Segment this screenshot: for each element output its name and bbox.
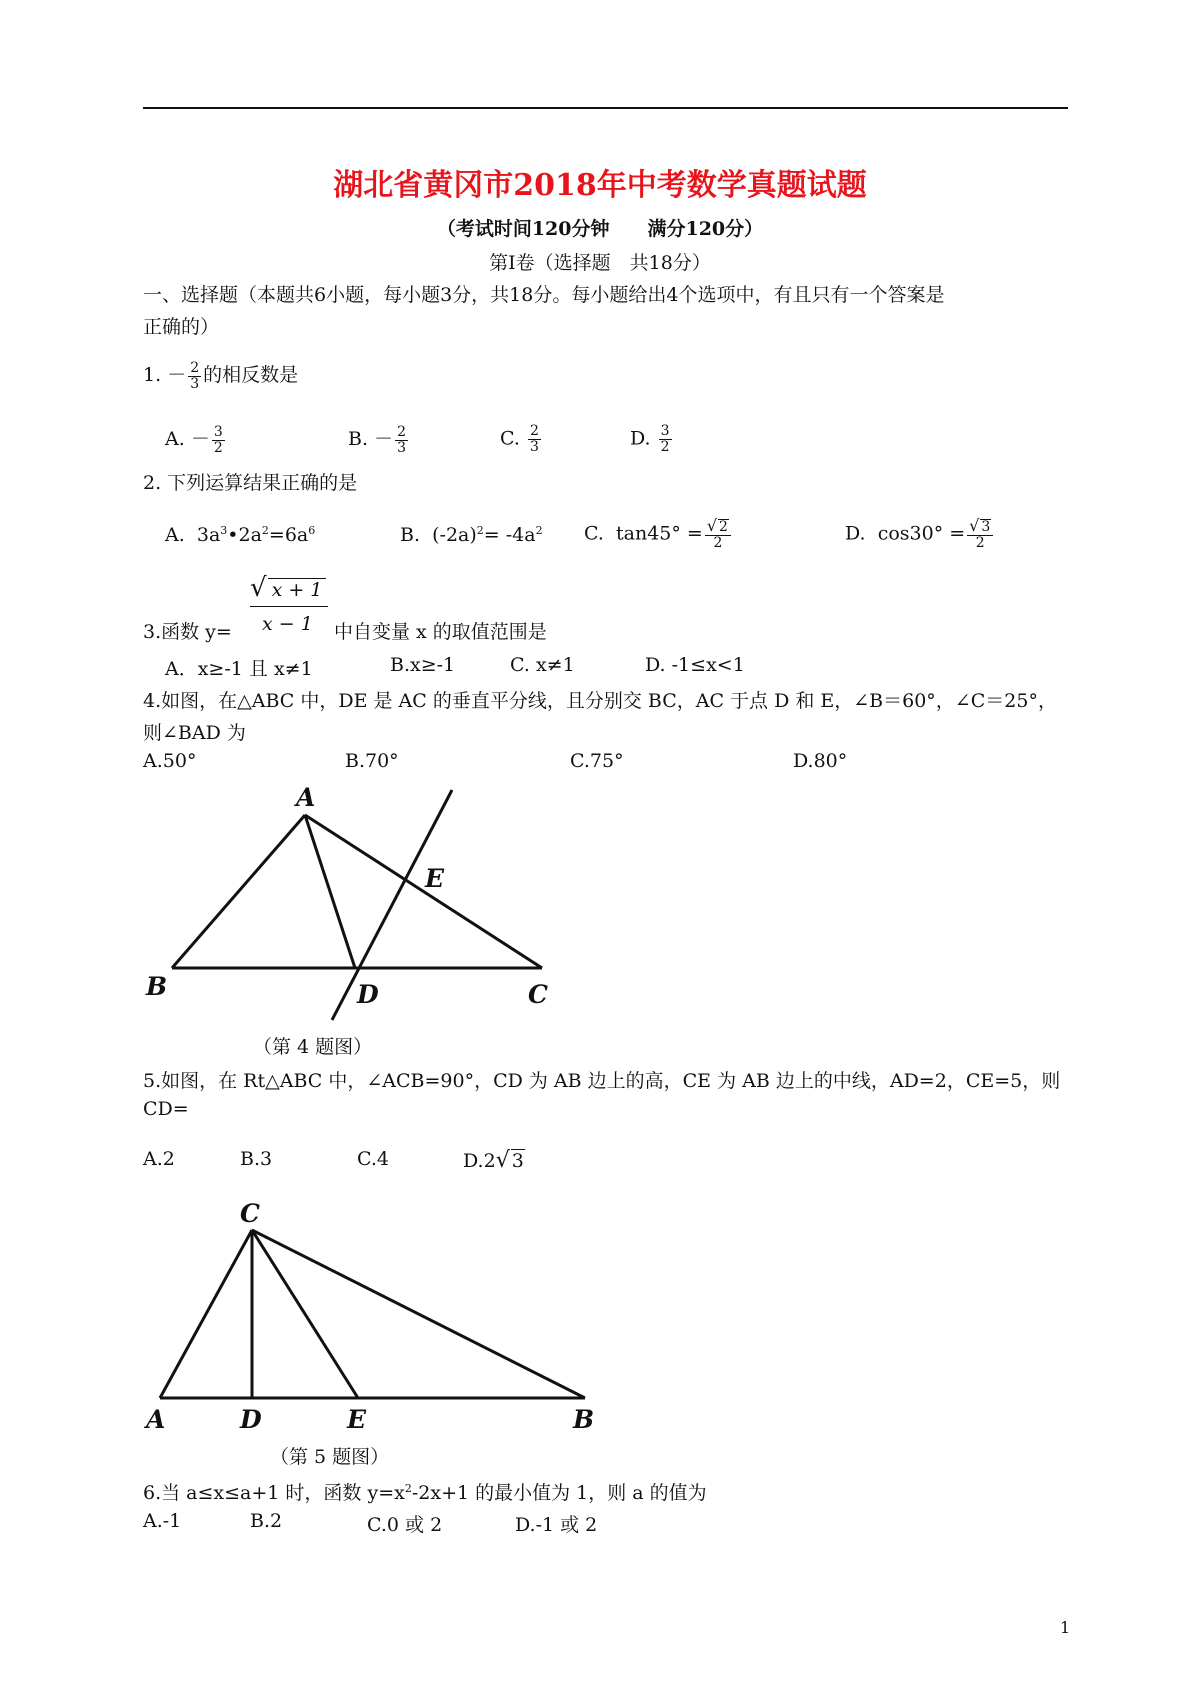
question-3-option-d: D. -1≤x<1	[645, 654, 745, 676]
question-1-option-a: A. － $\frac{3}{2}$	[165, 423, 223, 456]
question-5-line2: CD=	[143, 1098, 189, 1120]
figure-4-label-d: D	[357, 980, 379, 1009]
question-5-option-c: C.4	[357, 1148, 389, 1170]
question-3-option-b: B.x≥-1	[390, 654, 456, 676]
figure-4-label-a: A	[296, 783, 316, 812]
figure-4-caption: （第 4 题图）	[253, 1036, 373, 1058]
volume-heading: 第Ⅰ卷（选择题 共18分）	[489, 252, 711, 274]
question-4-line1: 4.如图，在△ABC 中，DE 是 AC 的垂直平分线，且分别交 BC，AC 于点 D 和 E，∠B＝60°，∠C＝25°，	[143, 690, 1057, 712]
section-heading-line2: 正确的）	[143, 316, 220, 338]
figure-4-label-c: C	[528, 980, 548, 1009]
page-title: 湖北省黄冈市2018年中考数学真题试题	[333, 168, 867, 203]
question-6-option-c: C.0 或 2	[367, 1514, 443, 1536]
question-3-stem: 中自变量 x 的取值范围是	[334, 621, 547, 643]
figure-5-label-b: B	[573, 1405, 595, 1434]
question-1-stem: 1. － $\frac{2}{3}$ 的相反数是	[143, 359, 299, 392]
question-5-option-a: A.2	[143, 1148, 175, 1170]
figure-5-label-a: A	[146, 1405, 166, 1434]
question-4-option-b: B.70°	[345, 750, 399, 772]
question-2-stem: 2. 下列运算结果正确的是	[143, 472, 358, 494]
figure-4-label-b: B	[146, 972, 168, 1001]
question-5-line1: 5.如图，在 Rt△ABC 中，∠ACB=90°，CD 为 AB 边上的高，CE 为 AB 边上的中线，AD=2，CE=5，则	[143, 1070, 1061, 1092]
page-number: 1	[1060, 1618, 1071, 1637]
question-1-option-d: D. $\frac{3}{2}$	[630, 423, 670, 455]
question-3-numerator: √ x + 1	[250, 573, 326, 603]
question-2-option-b: B. $(-2a)^2= -4a^2$	[400, 524, 543, 546]
question-6-option-b: B.2	[250, 1510, 283, 1532]
question-3-option-c: C. x≠1	[510, 654, 575, 676]
exam-info: （考试时间120分钟 满分120分）	[436, 218, 764, 240]
section-heading-line1: 一、选择题（本题共6小题，每小题3分，共18分。每小题给出4个选项中，有且只有一个答案是	[143, 284, 945, 306]
question-2-option-a: A. $3a^3•2a^2=6a^6$	[165, 524, 316, 546]
figure-5-caption: （第 5 题图）	[270, 1446, 390, 1468]
figure-4-label-e: E	[425, 864, 445, 893]
question-5-option-d: D.2√ 3	[463, 1148, 524, 1173]
question-2-option-c: C. tan45° = $\frac{√ 2}{2}$	[584, 518, 733, 551]
question-4-line2: 则∠BAD 为	[143, 722, 246, 744]
fraction: $\frac{2}{3}$	[190, 359, 200, 392]
question-1-option-c: C. $\frac{2}{3}$	[500, 423, 539, 455]
question-6-option-d: D.-1 或 2	[515, 1514, 598, 1536]
question-4-option-a: A.50°	[143, 750, 197, 772]
question-4-option-c: C.75°	[570, 750, 624, 772]
question-3-prefix: 3.函数 y=	[143, 621, 232, 643]
figure-5-label-d: D	[240, 1405, 262, 1434]
figure-5-label-c: C	[240, 1199, 260, 1228]
question-6-stem: 6.当 a≤x≤a+1 时，函数 $y=x^2-2x+1$ 的最小值为 1，则 a 的值为	[143, 1482, 707, 1504]
question-1-option-b: B. － $\frac{2}{3}$	[348, 423, 406, 456]
question-5-option-b: B.3	[240, 1148, 273, 1170]
question-3-denominator: x − 1	[262, 613, 313, 635]
question-2-option-d: D. cos30° = $\frac{√ 3}{2}$	[845, 518, 995, 551]
figure-5-label-e: E	[347, 1405, 367, 1434]
question-6-option-a: A.-1	[143, 1510, 182, 1532]
question-3-option-a: A．x≥-1 且 x≠1	[165, 658, 313, 680]
question-4-option-d: D.80°	[793, 750, 848, 772]
